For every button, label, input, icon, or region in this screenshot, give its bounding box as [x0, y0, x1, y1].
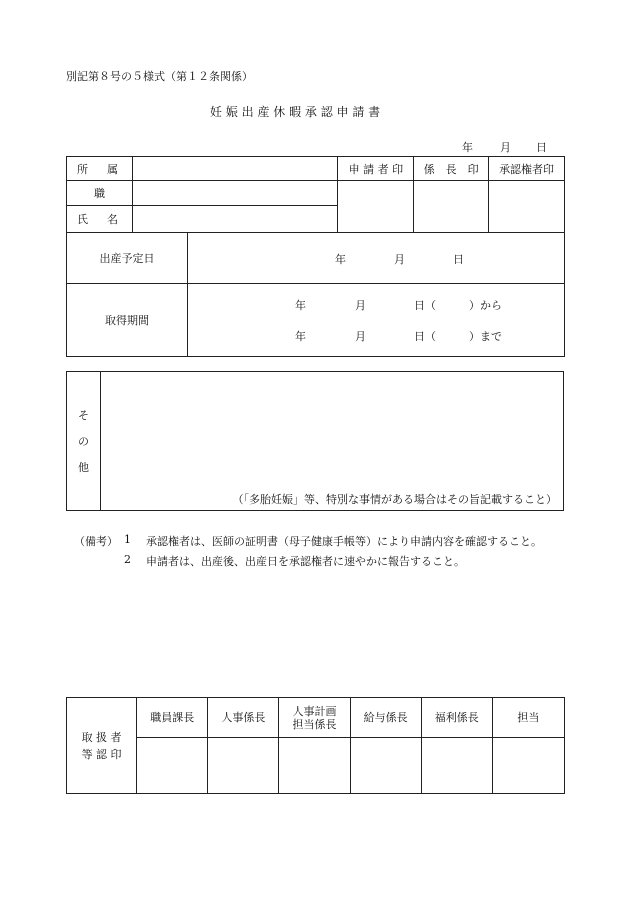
stamp-col-staff-manager: 職員課長: [137, 698, 208, 738]
page-title: 妊 娠 出 産 休 暇 承 認 申 請 書: [210, 105, 381, 119]
stamp-col-payroll-chief: 給与係長: [350, 698, 421, 738]
from-month: 月: [355, 299, 366, 312]
name-field[interactable]: [132, 206, 338, 233]
approver-seal-box[interactable]: [489, 181, 565, 233]
stamp-col-staff: 担当: [492, 698, 564, 738]
other-field[interactable]: [101, 372, 563, 510]
other-char-3: 他: [78, 461, 89, 474]
stamp-box-personnel-chief[interactable]: [208, 738, 279, 794]
stamp-box-payroll-chief[interactable]: [350, 738, 421, 794]
due-date-field[interactable]: [188, 233, 564, 283]
application-table: [66, 156, 565, 357]
applicant-seal-label: 申 請 者 印: [338, 157, 414, 181]
other-box: [66, 371, 564, 511]
period-field[interactable]: [188, 284, 564, 356]
stamp-col-planning-line-2: 担当係長: [292, 717, 337, 731]
other-label: [67, 372, 101, 510]
stamp-box-planning-chief[interactable]: [279, 738, 350, 794]
name-label: 氏 名: [67, 206, 133, 233]
stamp-col-planning-line-1: 人事計画: [292, 704, 337, 718]
from-day: 日（ ）から: [414, 299, 502, 312]
remark-2-number: 2: [124, 553, 131, 566]
due-date-label: 出産予定日: [67, 233, 188, 283]
stamp-col-planning-chief: [279, 698, 350, 738]
remarks-label: （備考）: [74, 535, 118, 548]
period-label: 取得期間: [67, 284, 188, 356]
stamp-row-label-line-2: 等 認 印: [81, 747, 122, 761]
due-day: 日: [453, 253, 464, 266]
affiliation-field[interactable]: [132, 157, 338, 181]
remark-2-text: 申請者は、出産後、出産日を承認権者に速やかに報告すること。: [146, 555, 465, 568]
stamp-col-personnel-chief: 人事係長: [208, 698, 279, 738]
to-month: 月: [355, 330, 366, 343]
other-char-1: そ: [78, 409, 89, 422]
from-year: 年: [295, 299, 306, 312]
stamp-row-label: [67, 698, 137, 794]
applicant-seal-box[interactable]: [338, 181, 414, 233]
stamp-box-staff[interactable]: [492, 738, 564, 794]
position-label: 職: [67, 181, 133, 206]
stamp-box-welfare-chief[interactable]: [421, 738, 492, 794]
other-char-2: の: [78, 435, 89, 448]
due-year: 年: [335, 253, 346, 266]
period-row: [67, 284, 565, 357]
due-month: 月: [394, 253, 405, 266]
other-note: （「多胎妊娠」等、特別な事情がある場合はその旨記載すること）: [232, 493, 557, 506]
approver-seal-label: 承認権者印: [489, 157, 565, 181]
stamp-box-staff-manager[interactable]: [137, 738, 208, 794]
stamp-row-label-line-1: 取 扱 者: [81, 730, 122, 744]
remark-1-text: 承認権者は、医師の証明書（母子健康手帳等）により申請内容を確認すること。: [146, 535, 542, 548]
chief-seal-label: 係 長 印: [414, 157, 489, 181]
chief-seal-box[interactable]: [414, 181, 489, 233]
remark-1-number: 1: [124, 533, 131, 546]
to-year: 年: [295, 330, 306, 343]
date-day: 日: [536, 141, 547, 154]
due-date-row: [67, 233, 565, 284]
date-year: 年: [462, 141, 473, 154]
form-number: 別記第８号の５様式（第１２条関係）: [66, 70, 253, 83]
date-month: 月: [500, 141, 511, 154]
stamp-col-welfare-chief: 福利係長: [421, 698, 492, 738]
affiliation-label: 所 属: [67, 157, 133, 181]
stamp-table: [66, 697, 565, 794]
to-day: 日（ ）まで: [414, 330, 502, 343]
position-field[interactable]: [132, 181, 338, 206]
